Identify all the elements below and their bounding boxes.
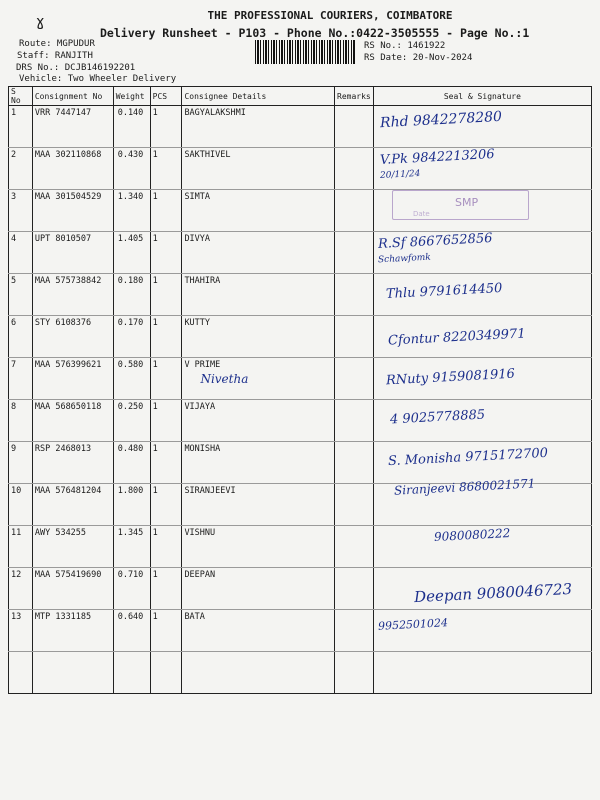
cell-consignment: MAA 301504529 [32,190,113,232]
runsheet-title: Delivery Runsheet - P103 - Phone No.:0422-3505555 - Page No.:1 [100,26,530,40]
cell-pcs: 1 [150,568,182,610]
cell-sno: 8 [9,400,33,442]
route: Route: MGPUDUR [19,39,95,49]
cell-consignment: VRR 7447147 [32,106,113,148]
cell-consignee: BATA [182,610,335,652]
cell-pcs: 1 [150,484,182,526]
barcode [255,40,355,64]
cell-consignee: SAKTHIVEL [182,148,335,190]
cell-consignment: RSP 2468013 [32,442,113,484]
col-sno: S No [9,87,33,106]
cell-consignee [182,652,335,694]
cell-consignment: UPT 8010507 [32,232,113,274]
table-row [9,610,592,652]
cell-consignment: AWY 534255 [32,526,113,568]
table-row [9,400,592,442]
cell-signature [373,232,591,274]
runsheet-table [8,86,592,694]
signature: 4 9025778885 [389,407,486,428]
cell-signature [373,476,591,526]
cell-weight: 0.640 [113,610,150,652]
cell-weight: 1.345 [113,526,150,568]
cell-weight: 0.180 [113,274,150,316]
cell-remarks [335,568,374,610]
cell-weight [113,652,150,694]
cell-signature [373,442,591,484]
cell-sno: 4 [9,232,33,274]
cell-sno: 11 [9,526,33,568]
consignee-name: V PRIME [184,360,221,370]
signature: Siranjeevi 8680021571 [393,476,536,498]
col-signature: Seal & Signature [373,87,591,106]
signature: V.Pk 9842213206 [379,147,495,168]
cell-remarks [335,190,374,232]
cell-consignee: SIRANJEEVI [182,484,335,526]
cell-weight: 0.250 [113,400,150,442]
col-remarks: Remarks [335,87,374,106]
table-row [9,568,592,610]
cell-consignment: MAA 302110868 [32,148,113,190]
cell-consignment [32,652,113,694]
drs-number: DRS No.: DCJB146192201 [16,63,136,73]
cell-weight: 0.480 [113,442,150,484]
cell-weight: 1.800 [113,484,150,526]
signature: 9952501024 [377,616,449,633]
cell-weight: 0.170 [113,316,150,358]
rs-number: RS No.: 1461922 [364,41,446,51]
signature: RNuty 9159081916 [385,366,516,389]
stamp-date-label: Date [413,210,430,218]
signature: Rhd 9842278280 [379,108,503,132]
handwritten-note: Nivetha [200,372,249,386]
cell-pcs [150,652,182,694]
table-row [9,316,592,358]
cell-sno: 7 [9,358,33,400]
signature: Cfontur 8220349971 [387,326,526,349]
col-weight: Weight [113,87,150,106]
cell-remarks [335,652,374,694]
cell-sno [9,652,33,694]
cell-consignee: KUTTY [182,316,335,358]
cell-remarks [335,106,374,148]
cell-remarks [335,442,374,484]
cell-consignee: THAHIRA [182,274,335,316]
table-row [9,274,592,316]
cell-sno: 12 [9,568,33,610]
cell-pcs: 1 [150,274,182,316]
cell-consignee: SIMTA [182,190,335,232]
cell-weight: 0.580 [113,358,150,400]
cell-remarks [335,274,374,316]
signature: R.Sf 8667652856 [377,231,493,252]
cell-signature [373,274,591,316]
cell-remarks [335,400,374,442]
stamp-text: SMP [455,196,479,209]
cell-consignment: STY 6108376 [32,316,113,358]
table-row [9,484,592,526]
rs-date: RS Date: 20-Nov-2024 [364,53,473,63]
cell-signature [373,568,591,610]
cell-consignment: MAA 576481204 [32,484,113,526]
signature: 9080080222 [433,526,511,544]
signature: Thlu 9791614450 [385,280,503,303]
cell-signature [373,526,591,568]
cell-consignee: VISHNU [182,526,335,568]
table-row [9,106,592,148]
col-consignment: Consignment No [32,87,113,106]
cell-pcs: 1 [150,400,182,442]
cell-consignee: VIJAYA [182,400,335,442]
cell-pcs: 1 [150,610,182,652]
cell-remarks [335,526,374,568]
cell-sno: 3 [9,190,33,232]
cell-sno: 9 [9,442,33,484]
company-title: THE PROFESSIONAL COURIERS, COIMBATORE [207,9,453,22]
cell-consignee [182,358,335,400]
cell-pcs: 1 [150,316,182,358]
cell-remarks [335,610,374,652]
cell-pcs: 1 [150,148,182,190]
cell-sno: 10 [9,484,33,526]
cell-pcs: 1 [150,358,182,400]
table-row [9,148,592,190]
cell-sno: 13 [9,610,33,652]
receiver-stamp [392,190,529,220]
cell-pcs: 1 [150,442,182,484]
cell-pcs: 1 [150,106,182,148]
cell-consignee: BAGYALAKSHMI [182,106,335,148]
cell-weight: 1.340 [113,190,150,232]
cell-remarks [335,232,374,274]
corner-mark: ɣ [36,14,45,30]
cell-remarks [335,484,374,526]
col-pcs: PCS [150,87,182,106]
signature: Deepan 9080046723 [413,579,573,607]
cell-remarks [335,148,374,190]
cell-consignment: MTP 1331185 [32,610,113,652]
cell-consignment: MAA 576399621 [32,358,113,400]
cell-consignment: MAA 575738842 [32,274,113,316]
table-row [9,232,592,274]
cell-sno: 2 [9,148,33,190]
cell-pcs: 1 [150,232,182,274]
signature: S. Monisha 9715172700 [387,445,549,470]
col-consignee: Consignee Details [182,87,335,106]
table-row [9,652,592,694]
cell-weight: 0.430 [113,148,150,190]
vehicle: Vehicle: Two Wheeler Delivery [19,74,177,84]
cell-weight: 0.140 [113,106,150,148]
cell-signature [373,610,591,652]
cell-sno: 5 [9,274,33,316]
table-row [9,526,592,568]
cell-pcs: 1 [150,190,182,232]
cell-signature [373,358,591,400]
staff: Staff: RANJITH [17,51,93,61]
cell-signature [373,400,591,442]
cell-consignee: DEEPAN [182,568,335,610]
cell-sno: 1 [9,106,33,148]
cell-consignee: MONISHA [182,442,335,484]
cell-consignee: DIVYA [182,232,335,274]
cell-weight: 1.405 [113,232,150,274]
cell-signature [373,316,591,358]
table-row [9,358,592,400]
cell-remarks [335,316,374,358]
cell-remarks [335,358,374,400]
cell-weight: 0.710 [113,568,150,610]
cell-signature [373,148,591,190]
signature-date: 20/11/24 [379,168,421,182]
cell-consignment: MAA 575419690 [32,568,113,610]
cell-signature [373,652,591,694]
cell-signature [373,106,591,148]
cell-consignment: MAA 568650118 [32,400,113,442]
cell-sno: 6 [9,316,33,358]
signature-sub: Schawfomk [377,252,431,266]
cell-pcs: 1 [150,526,182,568]
